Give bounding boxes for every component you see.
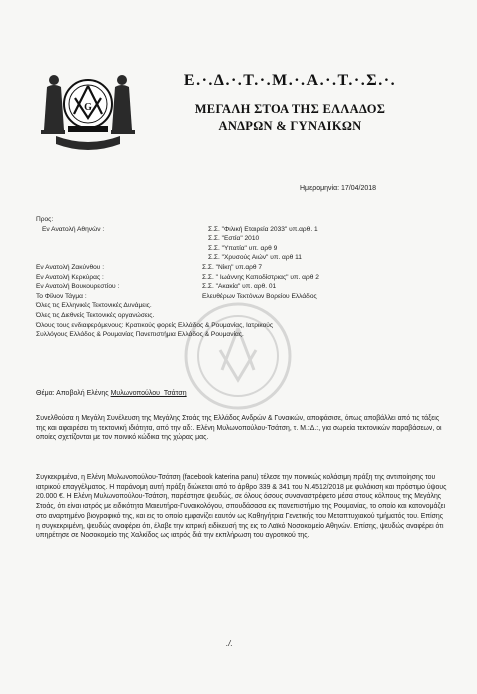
masonic-emblem-icon <box>38 60 138 156</box>
recipient-all-international: Όλες τις Διεθνείς Τεκτονικές οργανώσεις. <box>36 311 155 319</box>
recipient-row: Το Φίλιον Τάγμα : Ελευθέρων Τεκτόνων Βορείου Ελλάδος <box>36 292 317 300</box>
recipient-all-interested-cont: Συλλόγους Ελλάδος & Ρουμανίας Πανεπιστήμια Ελλάδος & Ρουμανίας. <box>36 331 244 339</box>
recipient-row: Εν Ανατολή Αθηνών : Σ.Σ. "Φιλική Εταιρεία 2033" υπ.αρθ. 1 <box>42 225 318 233</box>
org-subtitle: ΜΕΓΑΛΗ ΣΤΟΑ ΤΗΣ ΕΛΛΑΔΟΣ <box>194 102 386 116</box>
subject-name: Μυλωνοπούλου_Τσάτση <box>110 390 187 397</box>
recipients-heading: Προς: <box>36 216 54 223</box>
recipient-row: Σ.Σ. "Εστία" 2010 <box>208 235 260 243</box>
recipient-row: Εν Ανατολή Βουκουρεστίου : Σ.Σ. "Ακακία" υπ. αρθ. 01 <box>36 283 277 291</box>
recipient-all-greek: Όλες τις Ελληνικές Τεκτονικές Δυνάμεις. <box>36 302 152 310</box>
org-subtitle-2: ΑΝΔΡΩΝ & ΓΥΝΑΙΚΩΝ <box>218 119 362 133</box>
svg-text:G: G <box>84 102 92 113</box>
recipient-row: Εν Ανατολή Ζακύνθου : Σ.Σ. "Νίκη" υπ.αρθ 7 <box>36 263 263 271</box>
document-date: Ημερομηνία: 17/04/2018 <box>300 185 377 192</box>
body-paragraph: Συνελθούσα η Μεγάλη Συνέλευση της Μεγάλης Στοάς της Ελλάδος Ανδρών & Γυναικών, αποφάσισε, όπως αποβάλλει από τις τάξεις της και αφαιρέσει τη τεκτονική ιδιότητα, από την αδ:. Ελένη Μυλωνοπούλου-Τσάτση, τ. Μ.:Δ.:, για σωρεία τεκτονικών παραβάσεων, οι οποίες σχετίζονται με τον ποινικό κώδικα της χώρας μας. <box>36 415 442 442</box>
org-title: Ε.·.Δ.·.Τ.·.Μ.·.Α.·.Τ.·.Σ.·. <box>183 72 397 89</box>
recipient-row: Εν Ανατολή Κερκύρας : Σ.Σ. " Ιωάννης Καποδίστριας" υπ. αρθ 2 <box>36 273 319 281</box>
subject-line: Θέμα: Αποβολή Ελένης Μυλωνοπούλου_Τσάτση <box>36 390 187 397</box>
page-continuation-mark: ./. <box>226 639 233 648</box>
organization-header <box>140 72 440 134</box>
recipient-row: Σ.Σ. "Υπατία" υπ. αρθ 9 <box>208 244 278 252</box>
body-paragraph: Συγκεκριμένα, η Ελένη Μυλωνοπούλου-Τσάτση (facebook katerina panu) τέλεσε την ποινικώς κολάσιμη πράξη της αντιποίησης του ιατρικού επαγγέλματος. Η παράνομη αυτή πράξη διώκεται από το άρθρο 339 & 341 του Ν.4512/2018 με φυλάκιση και πρόστιμο ύψους 20.000 €. Η Ελένη Μυλωνοπούλου-Τσάτση, παρέστησε ψευδώς, σε όλους όσους συναναστρέφετο μέσα στους κόλπους της Μεγάλης Στοάς, ότι είναι ιατρός με ειδικότητα Μαιευτήρα-Γυναικολόγου, σπουδάσασα εις πανεπιστήμιο της Ρουμανίας, το οποίο και κατονομάζει στο αναρτημένο βιογραφικό της, και εις το οποίο εμφανίζει εαυτόν ως Καθηγήτρια Γενετικής του Μεταπτυχιακού τμήματός του. Επίσης η συγκεκριμένη, ψευδώς αναφέρει ότι, έλαβε την ιατρική ειδίκευσή της εις το Λαϊκό Νοσοκομείο Αθηνών. Επίσης, ψευδώς αναφέρει ότι υπηρέτησε σε Νοσοκομείο της Χαλκίδος ως ιατρός διά την εκπλήρωση του αγροτικού της. <box>36 474 447 540</box>
recipient-row: Σ.Σ. "Χρυσούς Αιών" υπ. αρθ 11 <box>208 254 302 262</box>
recipients-block <box>36 215 456 340</box>
recipient-all-interested: Όλους τους ενδιαφερόμενους: Κρατικούς φορείς Ελλάδος & Ρουμανίας, Ιατρικούς <box>36 321 274 329</box>
